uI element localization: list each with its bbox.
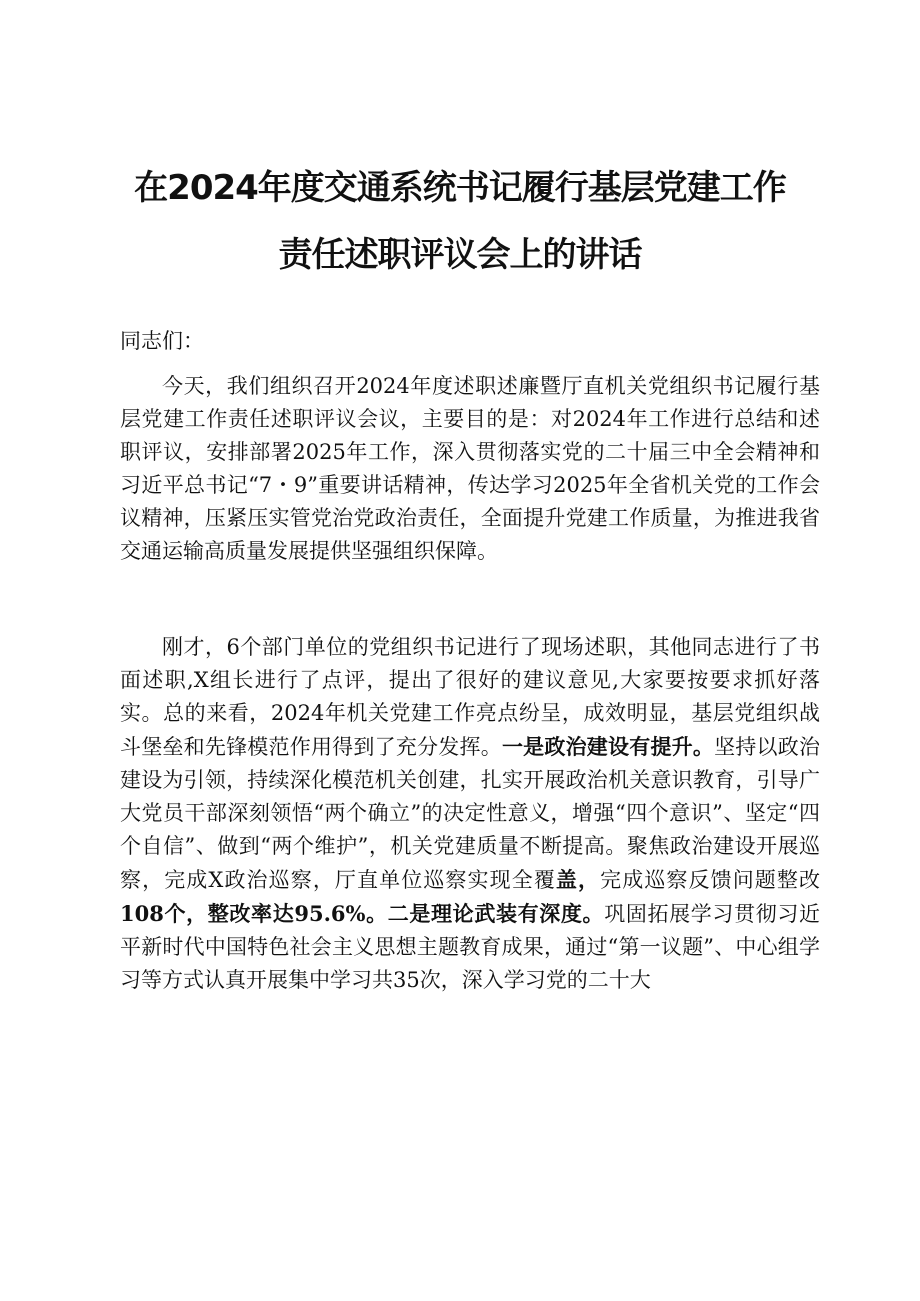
point-heading-theory: 二是理论武装有深度。 xyxy=(387,901,605,926)
bold-fragment-coverage: 盖， xyxy=(555,867,601,892)
paragraph-2-rectification-text: 完成巡察反馈问题整改 xyxy=(600,868,821,892)
paragraph-2-political-text: 坚持以政治建设为引领，持续深化模范机关创建，扎实开展政治机关意识教育，引导广大党员干部深刻领悟“两个确立”的决定性意义，增强“四个意识”、坚定“四个自信”、做到“两个维护”，机关党建质量不断提高。聚焦政治建设开展巡察，完成X政治巡察，厅直单位巡察实现全覆 xyxy=(120,735,820,892)
salutation: 同志们： xyxy=(120,329,204,353)
paragraph-2-theory-text: 巩固拓展学习贯彻习近平新时代中国特色社会主义思想主题教育成果，通过“第一议题”、中心组学习等方式认真开展集中学习共35次，深入学习党的二十大 xyxy=(120,902,821,992)
paragraph-2-intro: 刚才，6个部门单位的党组织书记进行了现场述职，其他同志进行了书面述职,X组长进行了点评，提出了很好的建议意见,大家要按要求抓好落实。总的来看，2024年机关党建工作亮点纷呈，成效明显，基层党组织战斗堡垒和先锋模范作用得到了充分发挥。 xyxy=(120,635,820,759)
paragraph-2 xyxy=(120,631,820,997)
point-heading-political: 一是政治建设有提升。 xyxy=(501,734,715,759)
paragraph-1: 今天，我们组织召开2024年度述职述廉暨厅直机关党组织书记履行基层党建工作责任述职评议会议，主要目的是：对2024年工作进行总结和述职评议，安排部署2025年工作，深入贯彻落实党的二十届三中全会精神和习近平总书记“7・9”重要讲话精神，传达学习2025年全省机关党的工作会议精神，压紧压实管党治党政治责任，全面提升党建工作质量，为推进我省交通运输高质量发展提供坚强组织保障。 xyxy=(120,374,820,563)
bold-fragment-rectification-rate: 108个，整改率达95.6%。 xyxy=(120,901,388,926)
document-title-line-1: 在2024年度交通系统书记履行基层党建工作 xyxy=(134,168,786,208)
document-title-line-2: 责任述职评议会上的讲话 xyxy=(278,235,642,275)
